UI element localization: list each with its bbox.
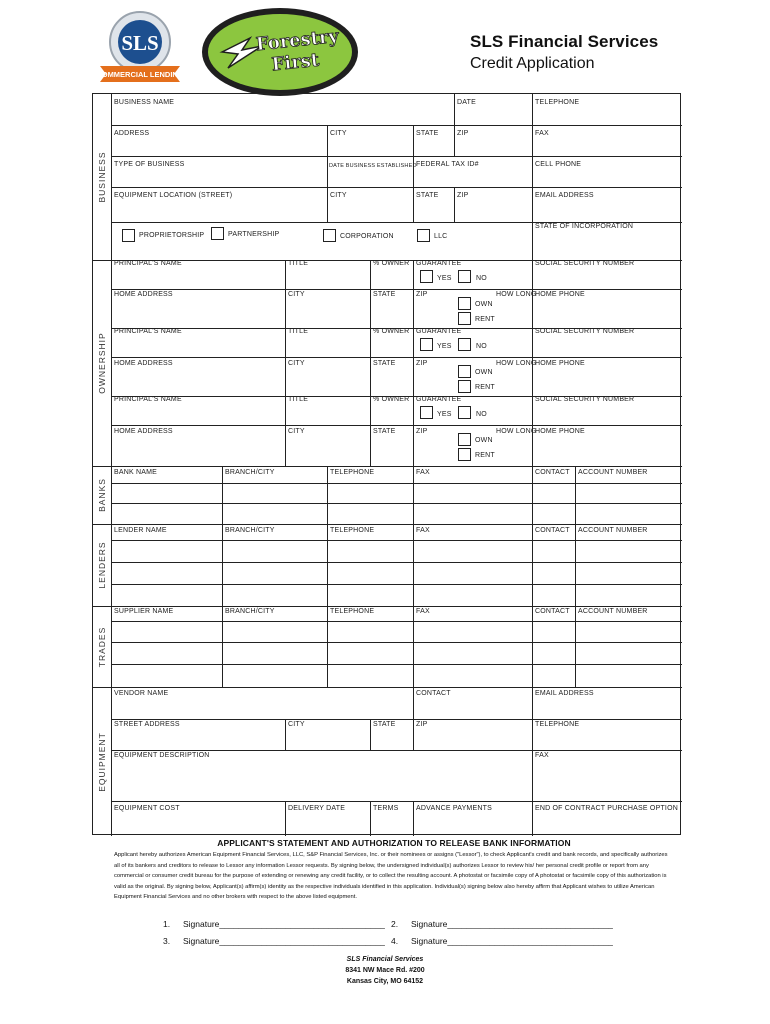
signature-line-3[interactable] — [163, 936, 385, 946]
col-divider — [454, 94, 455, 125]
col-divider — [327, 606, 328, 687]
row-divider — [111, 156, 682, 157]
field-state-of-incorporation[interactable]: STATE OF INCORPORATION — [535, 223, 634, 230]
col-divider — [575, 606, 576, 687]
checkbox-rent-3[interactable] — [458, 448, 471, 461]
section-divider — [93, 606, 682, 607]
field-vendor-street[interactable]: STREET ADDRESS — [114, 721, 180, 728]
col-divider — [285, 719, 286, 750]
col-divider — [370, 260, 371, 289]
header-lender-account: ACCOUNT NUMBER — [578, 527, 648, 534]
col-divider — [370, 425, 371, 466]
header-lender-fax: FAX — [416, 527, 430, 534]
field-principal-name-3[interactable]: PRINCIPAL'S NAME — [114, 396, 182, 403]
label-corporation: CORPORATION — [340, 233, 394, 240]
field-vendor-zip[interactable]: ZIP — [416, 721, 428, 728]
field-vendor-city[interactable]: CITY — [288, 721, 305, 728]
col-divider — [327, 524, 328, 606]
field-how-long-3[interactable]: HOW LONG — [496, 428, 537, 435]
col-divider — [413, 260, 414, 289]
credit-application-form — [92, 93, 681, 835]
sls-ribbon-text: COMMERCIAL LENDING — [96, 70, 184, 79]
field-state-2[interactable]: STATE — [416, 192, 439, 199]
checkbox-corporation[interactable] — [323, 229, 336, 242]
col-divider — [532, 396, 533, 425]
field-date[interactable]: DATE — [457, 99, 476, 106]
field-ssn-2[interactable]: SOCIAL SECURITY NUMBER — [535, 328, 635, 335]
col-divider — [370, 801, 371, 836]
forestry-first-logo — [200, 6, 360, 98]
field-vendor-telephone[interactable]: TELEPHONE — [535, 721, 580, 728]
header-supplier-name: SUPPLIER NAME — [114, 608, 174, 615]
sls-logo — [94, 8, 186, 88]
statement-body: Applicant hereby authorizes American Equipment Financial Services, LLC, S&P Financial Services, Inc. or their nominees or assigns ("Lessor"), to check Applicant's credit and bank records, and specifically authorizes all of its bankers and creditors to release to Lessor any information Lessor requests. By signing below, the undersigned individual(s) authorizes Lessor to review his/ her personal credit profile or report from any commercial or consumer credit bureau for the purpose of extending or renewing any credit facility, or to collect the resulting account. A photostat or facsimile copy of A photostat or facsimile copy of this authorization is valid as the original. By signing below, Applicant(s) affirm(s) identity as the respective individuals identified in this application. Individual(s) signing below also hereby affirm that Applicant wishes to utilize American Equipment Financial Services and no other brokers with respect to the above listed equipment. — [114, 852, 668, 900]
field-how-long-1[interactable]: HOW LONG — [496, 291, 537, 298]
field-home-city-3[interactable]: CITY — [288, 428, 305, 435]
row-divider — [111, 562, 682, 563]
field-address[interactable]: ADDRESS — [114, 130, 150, 137]
section-label-lenders: LENDERS — [97, 541, 107, 589]
field-vendor-state[interactable]: STATE — [373, 721, 396, 728]
field-home-city-1[interactable]: CITY — [288, 291, 305, 298]
field-principal-name-2[interactable]: PRINCIPAL'S NAME — [114, 328, 182, 335]
header-bank-account: ACCOUNT NUMBER — [578, 469, 648, 476]
signature-label: Signature___________________________________ — [183, 919, 385, 929]
field-equipment-description[interactable]: EQUIPMENT DESCRIPTION — [114, 752, 210, 759]
col-divider — [413, 524, 414, 606]
col-divider — [413, 801, 414, 836]
field-home-phone-1[interactable]: HOME PHONE — [535, 291, 585, 298]
field-end-of-contract-option[interactable]: END OF CONTRACT PURCHASE OPTION — [535, 805, 678, 812]
col-divider — [413, 187, 414, 222]
col-divider — [413, 425, 414, 466]
row-divider — [111, 357, 682, 358]
footer-street: 8341 NW Mace Rd. #200 — [345, 967, 425, 974]
col-divider — [370, 289, 371, 328]
col-divider — [532, 222, 533, 260]
section-label-banks: BANKS — [97, 478, 107, 512]
col-divider — [413, 719, 414, 750]
page-header — [470, 32, 750, 73]
label-no-3: NO — [476, 411, 487, 418]
field-business-name[interactable]: BUSINESS NAME — [114, 99, 175, 106]
field-terms[interactable]: TERMS — [373, 805, 399, 812]
field-home-address-1[interactable]: HOME ADDRESS — [114, 291, 173, 298]
col-divider — [413, 156, 414, 187]
signature-line-4[interactable] — [391, 936, 613, 946]
col-divider — [532, 94, 533, 125]
field-ssn-3[interactable]: SOCIAL SECURITY NUMBER — [535, 396, 635, 403]
row-divider — [111, 187, 682, 188]
col-divider — [327, 156, 328, 187]
checkbox-proprietorship[interactable] — [122, 229, 135, 242]
header-supplier-telephone: TELEPHONE — [330, 608, 375, 615]
col-divider — [454, 125, 455, 156]
field-pct-owner-1[interactable]: % OWNER — [373, 260, 410, 267]
checkbox-partnership[interactable] — [211, 227, 224, 240]
checkbox-rent-2[interactable] — [458, 380, 471, 393]
checkbox-guarantee-yes-3[interactable] — [420, 406, 433, 419]
row-divider — [111, 540, 682, 541]
header-bank-telephone: TELEPHONE — [330, 469, 375, 476]
row-divider — [111, 750, 682, 751]
row-divider — [111, 664, 682, 665]
col-divider — [532, 260, 533, 289]
label-no-1: NO — [476, 275, 487, 282]
col-divider — [454, 187, 455, 222]
field-title-3[interactable]: TITLE — [288, 396, 309, 403]
row-divider — [111, 584, 682, 585]
side-rail-divider — [111, 94, 112, 836]
label-own-3: OWN — [475, 437, 493, 444]
footer-company: SLS Financial Services — [346, 956, 424, 963]
field-delivery-date[interactable]: DELIVERY DATE — [288, 805, 346, 812]
signature-number: 4. — [391, 936, 399, 946]
label-rent-1: RENT — [475, 316, 495, 323]
row-divider — [111, 125, 682, 126]
checkbox-own-2[interactable] — [458, 365, 471, 378]
field-state[interactable]: STATE — [416, 130, 439, 137]
col-divider — [413, 466, 414, 524]
field-email[interactable]: EMAIL ADDRESS — [535, 192, 594, 199]
field-home-phone-3[interactable]: HOME PHONE — [535, 428, 585, 435]
field-city-2[interactable]: CITY — [330, 192, 347, 199]
header-lender-branch: BRANCH/CITY — [225, 527, 275, 534]
field-principal-name-1[interactable]: PRINCIPAL'S NAME — [114, 260, 182, 267]
company-title: SLS Financial Services — [470, 32, 659, 51]
header-lender-telephone: TELEPHONE — [330, 527, 375, 534]
field-pct-owner-3[interactable]: % OWNER — [373, 396, 410, 403]
checkbox-own-3[interactable] — [458, 433, 471, 446]
signature-number: 2. — [391, 919, 399, 929]
signature-line-1[interactable] — [163, 919, 385, 929]
signature-label: Signature___________________________________ — [411, 936, 613, 946]
field-zip[interactable]: ZIP — [457, 130, 469, 137]
col-divider — [370, 396, 371, 425]
col-divider — [413, 606, 414, 687]
checkbox-guarantee-yes-1[interactable] — [420, 270, 433, 283]
col-divider — [532, 606, 533, 687]
field-advance-payments[interactable]: ADVANCE PAYMENTS — [416, 805, 492, 812]
col-divider — [413, 687, 414, 719]
col-divider — [575, 524, 576, 606]
header-supplier-contact: CONTACT — [535, 608, 570, 615]
row-divider — [111, 642, 682, 643]
col-divider — [532, 156, 533, 187]
header-bank-branch: BRANCH/CITY — [225, 469, 275, 476]
row-divider — [111, 621, 682, 622]
field-vendor-fax[interactable]: FAX — [535, 752, 549, 759]
field-home-zip-1[interactable]: ZIP — [416, 291, 428, 298]
footer-address — [280, 954, 490, 987]
field-equipment-location[interactable]: EQUIPMENT LOCATION (STREET) — [114, 192, 233, 199]
field-vendor-contact[interactable]: CONTACT — [416, 690, 451, 697]
col-divider — [413, 125, 414, 156]
label-own-2: OWN — [475, 369, 493, 376]
col-divider — [285, 801, 286, 836]
label-guarantee-3: GUARANTEE — [416, 396, 462, 403]
checkbox-llc[interactable] — [417, 229, 430, 242]
col-divider — [532, 801, 533, 836]
header-supplier-branch: BRANCH/CITY — [225, 608, 275, 615]
label-guarantee-2: GUARANTEE — [416, 328, 462, 335]
label-yes-1: YES — [437, 275, 452, 282]
field-federal-tax-id[interactable]: FEDERAL TAX ID# — [416, 161, 479, 168]
col-divider — [222, 466, 223, 524]
section-label-business: BUSINESS — [97, 151, 107, 203]
field-vendor-name[interactable]: VENDOR NAME — [114, 690, 169, 697]
col-divider — [370, 719, 371, 750]
label-proprietorship: PROPRIETORSHIP — [139, 232, 205, 239]
label-llc: LLC — [434, 233, 448, 240]
col-divider — [222, 524, 223, 606]
field-city[interactable]: CITY — [330, 130, 347, 137]
field-how-long-2[interactable]: HOW LONG — [496, 360, 537, 367]
row-divider — [111, 801, 682, 802]
col-divider — [285, 396, 286, 425]
field-vendor-email[interactable]: EMAIL ADDRESS — [535, 690, 594, 697]
signature-number: 3. — [163, 936, 171, 946]
field-home-address-3[interactable]: HOME ADDRESS — [114, 428, 173, 435]
section-label-equipment: EQUIPMENT — [97, 731, 107, 792]
label-guarantee-1: GUARANTEE — [416, 260, 462, 267]
field-date-established[interactable]: DATE BUSINESS ESTABLISHED — [329, 163, 417, 169]
authorization-statement — [114, 838, 674, 903]
field-home-city-2[interactable]: CITY — [288, 360, 305, 367]
col-divider — [413, 328, 414, 357]
statement-title: APPLICANT'S STATEMENT AND AUTHORIZATION TO RELEASE BANK INFORMATION — [217, 838, 571, 848]
header-supplier-account: ACCOUNT NUMBER — [578, 608, 648, 615]
header-lender-name: LENDER NAME — [114, 527, 167, 534]
section-divider — [93, 687, 682, 688]
field-home-phone-2[interactable]: HOME PHONE — [535, 360, 585, 367]
col-divider — [413, 396, 414, 425]
checkbox-guarantee-no-2[interactable] — [458, 338, 471, 351]
field-type-of-business[interactable]: TYPE OF BUSINESS — [114, 161, 185, 168]
row-divider — [111, 719, 682, 720]
col-divider — [327, 187, 328, 222]
signature-line-2[interactable] — [391, 919, 613, 929]
section-divider — [93, 466, 682, 467]
col-divider — [222, 606, 223, 687]
col-divider — [532, 125, 533, 156]
field-ssn-1[interactable]: SOCIAL SECURITY NUMBER — [535, 260, 635, 267]
field-title-2[interactable]: TITLE — [288, 328, 309, 335]
row-divider — [111, 483, 682, 484]
col-divider — [370, 357, 371, 396]
col-divider — [327, 125, 328, 156]
header-supplier-fax: FAX — [416, 608, 430, 615]
label-yes-2: YES — [437, 343, 452, 350]
field-home-state-2[interactable]: STATE — [373, 360, 396, 367]
form-title: Credit Application — [470, 55, 595, 72]
field-home-address-2[interactable]: HOME ADDRESS — [114, 360, 173, 367]
col-divider — [532, 328, 533, 357]
col-divider — [285, 425, 286, 466]
signature-label: Signature___________________________________ — [411, 919, 613, 929]
field-equipment-cost[interactable]: EQUIPMENT COST — [114, 805, 180, 812]
section-label-trades: TRADES — [97, 626, 107, 667]
col-divider — [327, 466, 328, 524]
field-home-state-3[interactable]: STATE — [373, 428, 396, 435]
col-divider — [285, 328, 286, 357]
col-divider — [285, 357, 286, 396]
section-divider — [93, 524, 682, 525]
forestry-logo-line1: Forestry — [254, 25, 340, 56]
label-no-2: NO — [476, 343, 487, 350]
header-lender-contact: CONTACT — [535, 527, 570, 534]
col-divider — [413, 289, 414, 328]
checkbox-rent-1[interactable] — [458, 312, 471, 325]
field-telephone[interactable]: TELEPHONE — [535, 99, 580, 106]
field-zip-2[interactable]: ZIP — [457, 192, 469, 199]
label-rent-3: RENT — [475, 452, 495, 459]
field-fax[interactable]: FAX — [535, 130, 549, 137]
label-own-1: OWN — [475, 301, 493, 308]
label-rent-2: RENT — [475, 384, 495, 391]
section-label-ownership: OWNERSHIP — [97, 332, 107, 394]
row-divider — [111, 289, 682, 290]
col-divider — [413, 357, 414, 396]
sls-logo-text: SLS — [121, 31, 159, 55]
col-divider — [285, 260, 286, 289]
col-divider — [532, 466, 533, 524]
footer-city: Kansas City, MO 64152 — [346, 978, 424, 985]
row-divider — [111, 425, 682, 426]
checkbox-guarantee-no-1[interactable] — [458, 270, 471, 283]
col-divider — [532, 187, 533, 222]
checkbox-guarantee-no-3[interactable] — [458, 406, 471, 419]
header-bank-fax: FAX — [416, 469, 430, 476]
checkbox-guarantee-yes-2[interactable] — [420, 338, 433, 351]
col-divider — [532, 719, 533, 750]
col-divider — [532, 524, 533, 606]
field-home-zip-2[interactable]: ZIP — [416, 360, 428, 367]
forestry-logo-line2: First — [270, 49, 321, 76]
checkbox-own-1[interactable] — [458, 297, 471, 310]
field-title-1[interactable]: TITLE — [288, 260, 309, 267]
label-partnership: PARTNERSHIP — [228, 231, 280, 238]
header-bank-contact: CONTACT — [535, 469, 570, 476]
col-divider — [575, 466, 576, 524]
row-divider — [111, 503, 682, 504]
col-divider — [370, 328, 371, 357]
label-yes-3: YES — [437, 411, 452, 418]
header-bank-name: BANK NAME — [114, 469, 158, 476]
col-divider — [532, 687, 533, 719]
field-pct-owner-2[interactable]: % OWNER — [373, 328, 410, 335]
signature-number: 1. — [163, 919, 171, 929]
col-divider — [532, 750, 533, 801]
field-home-zip-3[interactable]: ZIP — [416, 428, 428, 435]
field-cell-phone[interactable]: CELL PHONE — [535, 161, 582, 168]
col-divider — [285, 289, 286, 328]
signature-label: Signature___________________________________ — [183, 936, 385, 946]
field-home-state-1[interactable]: STATE — [373, 291, 396, 298]
